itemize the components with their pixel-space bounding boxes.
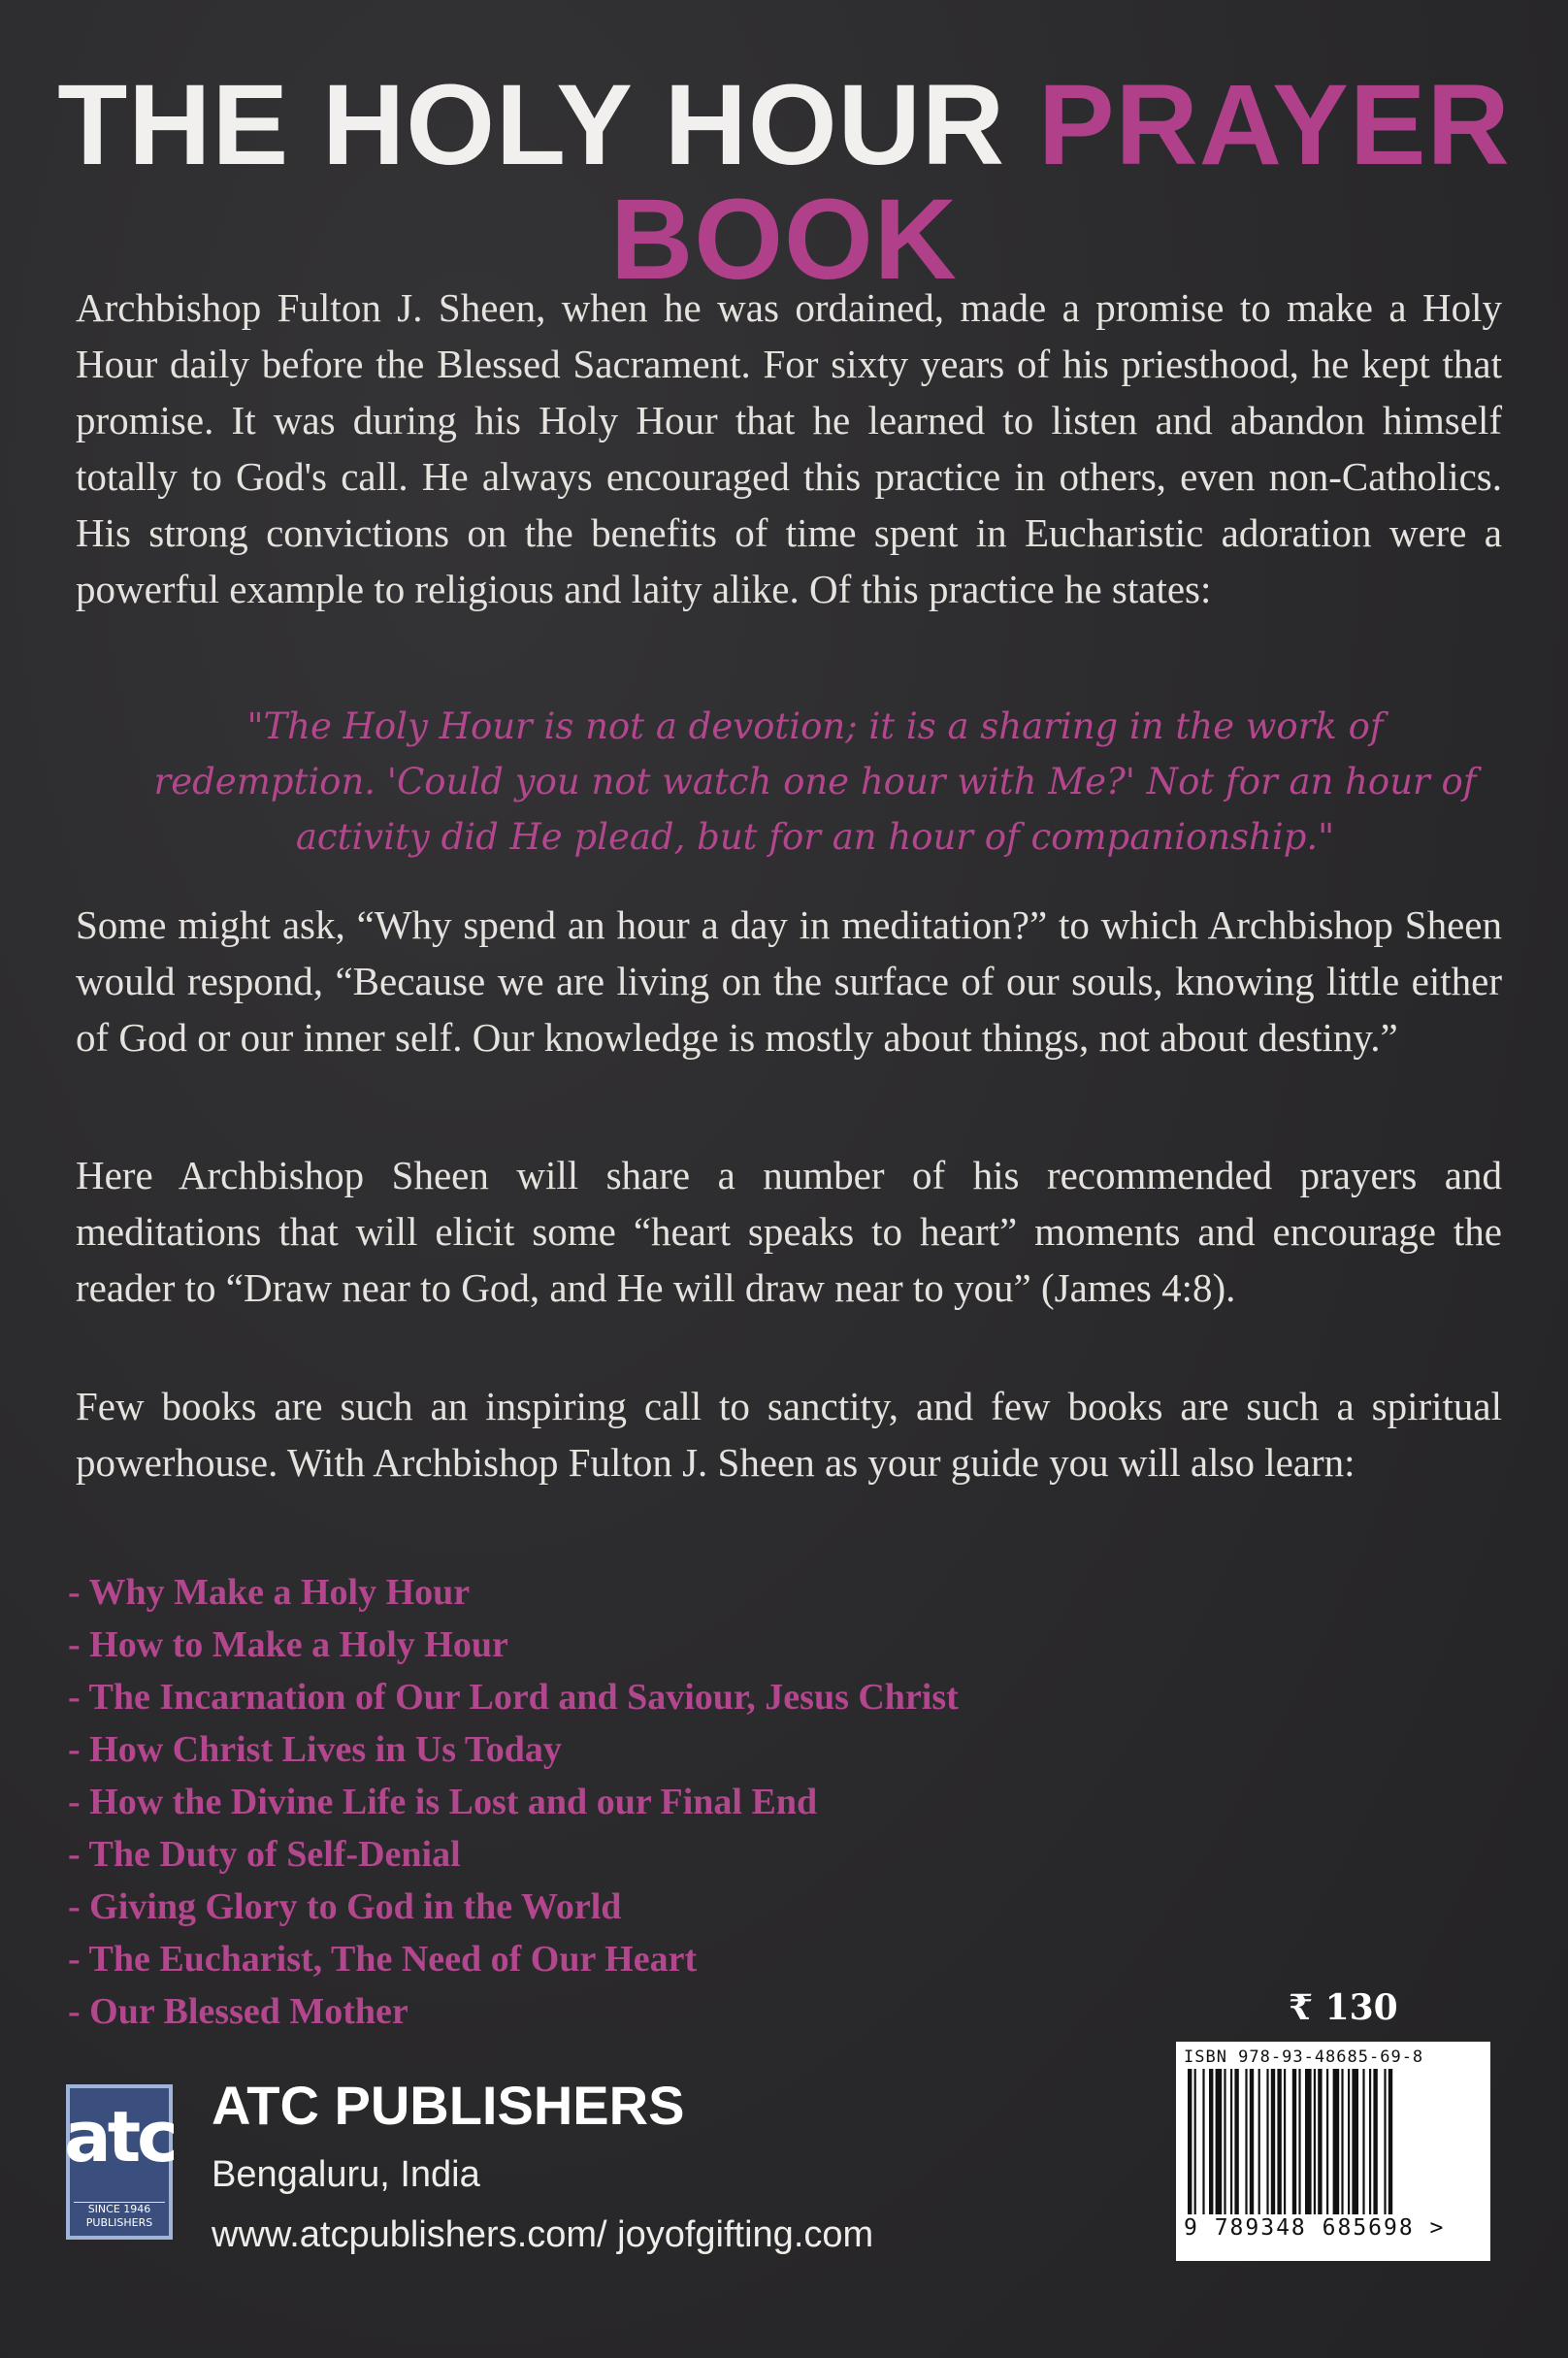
intro-paragraph: Archbishop Fulton J. Sheen, when he was ordained, made a promise to make a Holy Hour daily before the Blessed Sacrament. For sixty years of his priesthood, he kept that promise. It was during his Holy Hour that he learned to listen and abandon himself totally to God's call. He always encouraged this practice in others, even non-Catholics. His strong convictions on the benefits of time spent in Eucharistic adoration were a powerful example to religious and laity alike. Of this practice he states: <box>76 285 1502 611</box>
prayers-paragraph: Here Archbishop Sheen will share a number of his recommended prayers and meditations that will elicit some “heart speaks to heart” moments and encourage the reader to “Draw near to God, and He will draw near to you” (James 4:8). <box>76 1153 1502 1310</box>
publisher-website: www.atcpublishers.com/ joyofgifting.com <box>212 2214 874 2255</box>
logo-tagline <box>74 2202 165 2230</box>
isbn-number: ISBN 978-93-48685-69-8 <box>1184 2047 1424 2067</box>
topic-item: - How Christ Lives in Us Today <box>68 1723 959 1776</box>
title-part-1: THE HOLY HOUR <box>57 61 1006 189</box>
topic-item: - How the Divine Life is Lost and our Final End <box>68 1776 959 1828</box>
sheen-quote: "The Holy Hour is not a devotion; it is a sharing in the work of redemption. 'Could you not watch one hour with Me?' Not for an hour of activity did He plead, but for an hour of companionship." <box>153 705 1477 858</box>
topic-item: - Giving Glory to God in the World <box>68 1881 959 1933</box>
ean-number: 9 789348 685698 > <box>1184 2215 1446 2241</box>
barcode-bars-icon <box>1184 2069 1483 2214</box>
topic-item: - Our Blessed Mother <box>68 1985 959 2038</box>
topic-item: - Why Make a Holy Hour <box>68 1566 959 1619</box>
publisher-logo <box>66 2084 173 2240</box>
price-label: ₹ 130 <box>1289 1987 1398 2028</box>
title-part-2: PRAYER BOOK <box>610 61 1511 304</box>
meditation-paragraph: Some might ask, “Why spend an hour a day in meditation?” to which Archbishop Sheen would respond, “Because we are living on the surface of our souls, knowing little either of God or our inner self. Our knowledge is mostly about things, not about destiny.” <box>76 902 1502 1060</box>
logo-tag-publishers: PUBLISHERS <box>85 2216 153 2229</box>
topic-item: - The Eucharist, The Need of Our Heart <box>68 1933 959 1985</box>
topic-item: - The Duty of Self-Denial <box>68 1828 959 1881</box>
topic-item: - How to Make a Holy Hour <box>68 1619 959 1671</box>
isbn-barcode <box>1176 2042 1490 2261</box>
learn-paragraph: Few books are such an inspiring call to sanctity, and few books are such a spiritual powerhouse. With Archbishop Fulton J. Sheen as your guide you will also learn: <box>76 1384 1502 1485</box>
topic-list <box>68 1566 959 2038</box>
logo-monogram: atc <box>64 2096 175 2178</box>
logo-tag-since: SINCE 1946 <box>87 2203 151 2215</box>
publisher-name: ATC PUBLISHERS <box>212 2075 685 2136</box>
publisher-city: Bengaluru, India <box>212 2154 480 2195</box>
topic-item: - The Incarnation of Our Lord and Saviour, Jesus Christ <box>68 1671 959 1723</box>
book-title <box>0 61 1568 304</box>
